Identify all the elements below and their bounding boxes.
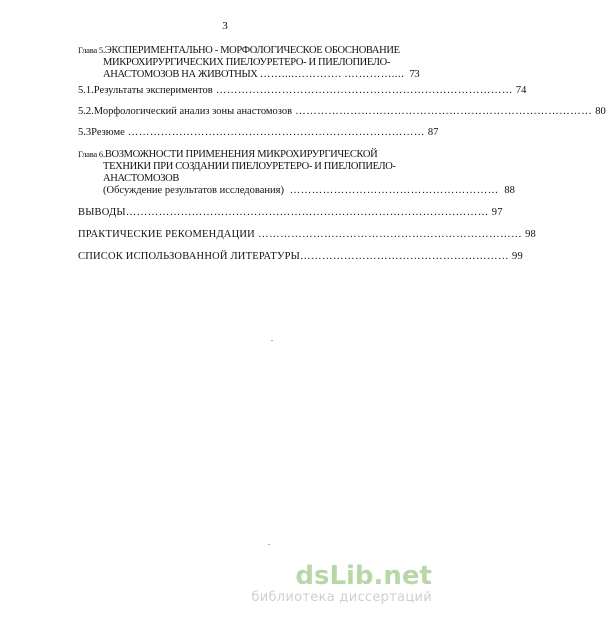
chapter-6-label: Глава 6. xyxy=(78,149,105,159)
section-page: 87 xyxy=(427,127,439,138)
chapter-5-label: Глава 5. xyxy=(78,45,105,55)
section-5-1-entry xyxy=(78,85,527,97)
bibliography-entry xyxy=(78,251,523,263)
top-item-title: ВЫВОДЫ xyxy=(78,207,126,218)
dot-leader: ……………………………………………………………………… xyxy=(292,106,593,117)
chapter-5-title-line-2: МИКРОХИРУРГИЧЕСКИХ ПИЕЛОУРЕТЕРО- И ПИЕЛОПИЕЛО- xyxy=(103,57,390,68)
section-number: 5.3 xyxy=(78,127,92,138)
section-number: 5.1. xyxy=(78,85,94,96)
chapter-6-heading-line-1 xyxy=(78,148,434,161)
top-item-page: 99 xyxy=(512,251,523,262)
watermark-logo: dsLib.net xyxy=(295,561,432,591)
chapter-5-title-line-1: ЭКСПЕРИМЕНТАЛЬНО - МОРФОЛОГИЧЕСКОЕ ОБОСНОВАНИЕ xyxy=(104,45,400,56)
section-5-2-entry xyxy=(78,106,606,118)
chapter-5-title-line-3: АНАСТОМОЗОВ НА ЖИВОТНЫХ xyxy=(103,69,258,80)
chapter-6-title-line-1: ВОЗМОЖНОСТИ ПРИМЕНЕНИЯ МИКРОХИРУРГИЧЕСКОЙ xyxy=(104,149,378,160)
chapter-6-title-line-3: АНАСТОМОЗОВ xyxy=(103,173,180,184)
section-page: 74 xyxy=(515,85,527,96)
conclusions-entry xyxy=(78,207,503,219)
section-5-3-entry xyxy=(78,127,439,139)
watermark-subtitle: библиотека диссертаций xyxy=(251,590,432,605)
top-item-page: 98 xyxy=(525,229,536,240)
section-title: Результаты экспериментов xyxy=(93,85,213,96)
dot-leader: ……………………………………………………………… xyxy=(254,229,523,240)
chapter-6-title-line-2: ТЕХНИКИ ПРИ СОЗДАНИИ ПИЕЛОУРЕТЕРО- И ПИЕЛОПИЕЛО- xyxy=(103,161,396,172)
top-item-page: 97 xyxy=(491,207,503,218)
scan-speck xyxy=(268,544,270,545)
section-page: 80 xyxy=(595,106,606,117)
chapter-6-page: 88 xyxy=(504,185,515,196)
top-item-title: ПРАКТИЧЕСКИЕ РЕКОМЕНДАЦИИ xyxy=(78,229,255,240)
section-title: Морфологический анализ зоны анастомозов xyxy=(93,106,293,117)
chapter-5-entry xyxy=(78,44,434,81)
dot-leader: ……………………………………………………………………… xyxy=(212,85,513,96)
dot-leader: ……………………………………………………………………… xyxy=(124,127,425,138)
top-item-title: СПИСОК ИСПОЛЬЗОВАННОЙ ЛИТЕРАТУРЫ xyxy=(78,251,301,262)
dot-leader: ……………………………………………………………………………………… xyxy=(125,207,489,218)
chapter-5-page: 73 xyxy=(409,69,420,80)
recommendations-entry xyxy=(78,229,536,241)
section-number: 5.2. xyxy=(78,106,94,117)
scan-speck xyxy=(271,340,273,341)
dot-leader: ……....…………. .………….... xyxy=(259,69,405,80)
chapter-6-title-line-4-row xyxy=(78,185,515,197)
table-of-contents xyxy=(78,44,606,273)
chapter-5-title-line-3-row xyxy=(78,69,434,81)
chapter-5-heading-line-1 xyxy=(78,44,434,57)
dot-leader: ………………………………………………… xyxy=(286,185,499,196)
section-title: Резюме xyxy=(91,127,125,138)
dot-leader: ………………………………………………… xyxy=(300,251,510,262)
chapter-6-title-line-4: (Обсуждение результатов исследования) xyxy=(103,185,284,196)
chapter-6-entry xyxy=(78,148,515,197)
page-number: 3 xyxy=(222,20,228,32)
watermark xyxy=(251,562,432,605)
